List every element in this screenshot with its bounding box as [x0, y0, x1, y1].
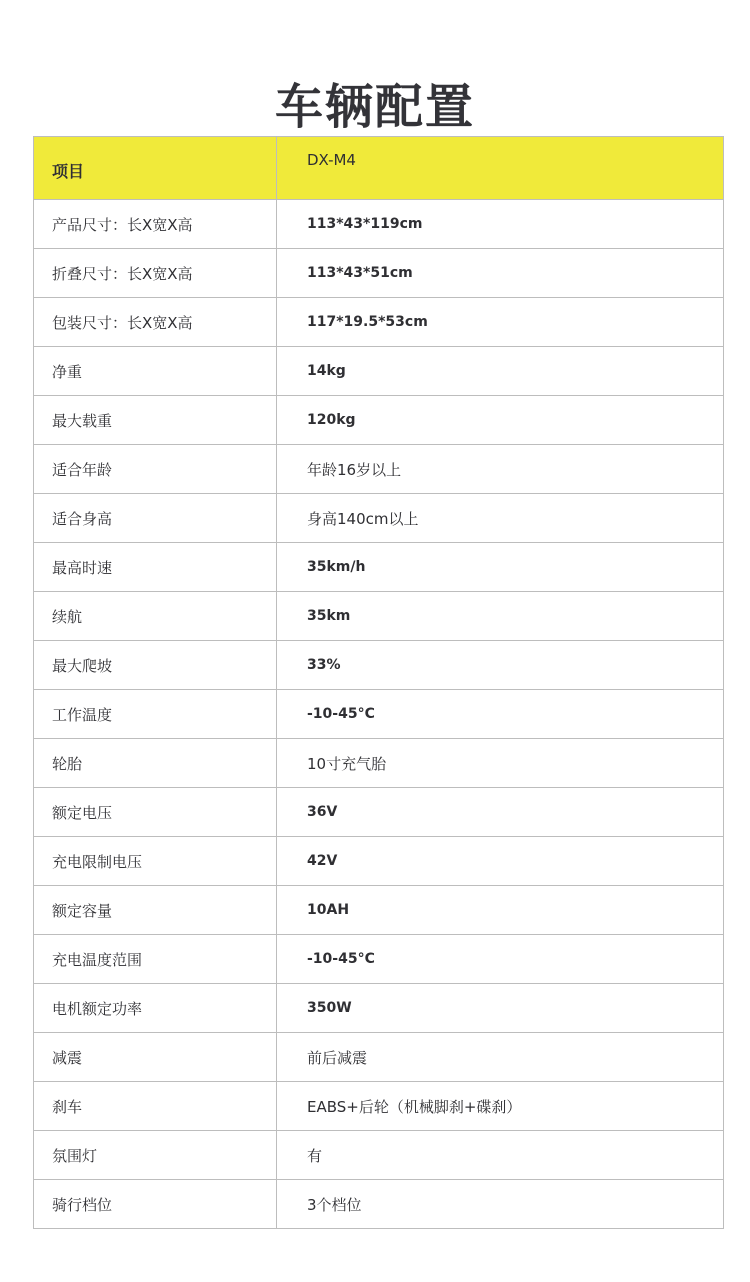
spec-label-cell: 骑行档位 [34, 1180, 277, 1229]
spec-label-cell: 充电温度范围 [34, 935, 277, 984]
spec-value-cell: 10寸充气胎 [277, 739, 724, 788]
table-row [34, 1082, 724, 1131]
spec-value-cell: 42V [277, 837, 724, 886]
table-row [34, 445, 724, 494]
table-row [34, 984, 724, 1033]
header-model-cell: DX-M4 [277, 137, 724, 200]
spec-value-cell: 14kg [277, 347, 724, 396]
spec-value-cell: 3个档位 [277, 1180, 724, 1229]
spec-table-body [34, 137, 724, 1229]
spec-value-cell: -10-45°C [277, 690, 724, 739]
spec-value-cell: 年龄16岁以上 [277, 445, 724, 494]
spec-label-cell: 额定电压 [34, 788, 277, 837]
table-row [34, 886, 724, 935]
table-row [34, 690, 724, 739]
spec-label-cell: 轮胎 [34, 739, 277, 788]
spec-label-cell: 产品尺寸：长X宽X高 [34, 200, 277, 249]
spec-label-cell: 刹车 [34, 1082, 277, 1131]
spec-label-cell: 工作温度 [34, 690, 277, 739]
table-row [34, 1180, 724, 1229]
table-row [34, 1033, 724, 1082]
table-row [34, 1131, 724, 1180]
spec-value-cell: 前后减震 [277, 1033, 724, 1082]
table-row [34, 641, 724, 690]
spec-label-cell: 适合身高 [34, 494, 277, 543]
table-row [34, 249, 724, 298]
spec-label-cell: 净重 [34, 347, 277, 396]
spec-value-cell: 117*19.5*53cm [277, 298, 724, 347]
spec-label-cell: 折叠尺寸：长X宽X高 [34, 249, 277, 298]
page-title: 车辆配置 [274, 79, 475, 136]
spec-value-cell: EABS+后轮（机械脚刹+碟刹） [277, 1082, 724, 1131]
header-label-cell: 项目 [34, 137, 277, 200]
spec-label-cell: 续航 [34, 592, 277, 641]
table-row [34, 788, 724, 837]
spec-label-cell: 额定容量 [34, 886, 277, 935]
spec-value-cell: -10-45°C [277, 935, 724, 984]
spec-label-cell: 氛围灯 [34, 1131, 277, 1180]
spec-value-cell: 33% [277, 641, 724, 690]
table-row [34, 200, 724, 249]
spec-value-cell: 35km/h [277, 543, 724, 592]
spec-label-cell: 包装尺寸：长X宽X高 [34, 298, 277, 347]
spec-label-cell: 最高时速 [34, 543, 277, 592]
table-row [34, 298, 724, 347]
table-row [34, 347, 724, 396]
table-row [34, 739, 724, 788]
spec-label-cell: 最大爬坡 [34, 641, 277, 690]
spec-value-cell: 36V [277, 788, 724, 837]
spec-label-cell: 充电限制电压 [34, 837, 277, 886]
spec-table [33, 136, 724, 1229]
spec-value-cell: 350W [277, 984, 724, 1033]
spec-label-cell: 最大载重 [34, 396, 277, 445]
table-row [34, 935, 724, 984]
spec-value-cell: 10AH [277, 886, 724, 935]
table-row [34, 396, 724, 445]
spec-label-cell: 适合年龄 [34, 445, 277, 494]
table-row [34, 837, 724, 886]
spec-value-cell: 120kg [277, 396, 724, 445]
table-row [34, 543, 724, 592]
table-row [34, 592, 724, 641]
table-header-row [34, 137, 724, 200]
spec-value-cell: 113*43*51cm [277, 249, 724, 298]
spec-value-cell: 113*43*119cm [277, 200, 724, 249]
table-row [34, 494, 724, 543]
spec-label-cell: 减震 [34, 1033, 277, 1082]
spec-value-cell: 身高140cm以上 [277, 494, 724, 543]
spec-value-cell: 35km [277, 592, 724, 641]
spec-label-cell: 电机额定功率 [34, 984, 277, 1033]
spec-value-cell: 有 [277, 1131, 724, 1180]
